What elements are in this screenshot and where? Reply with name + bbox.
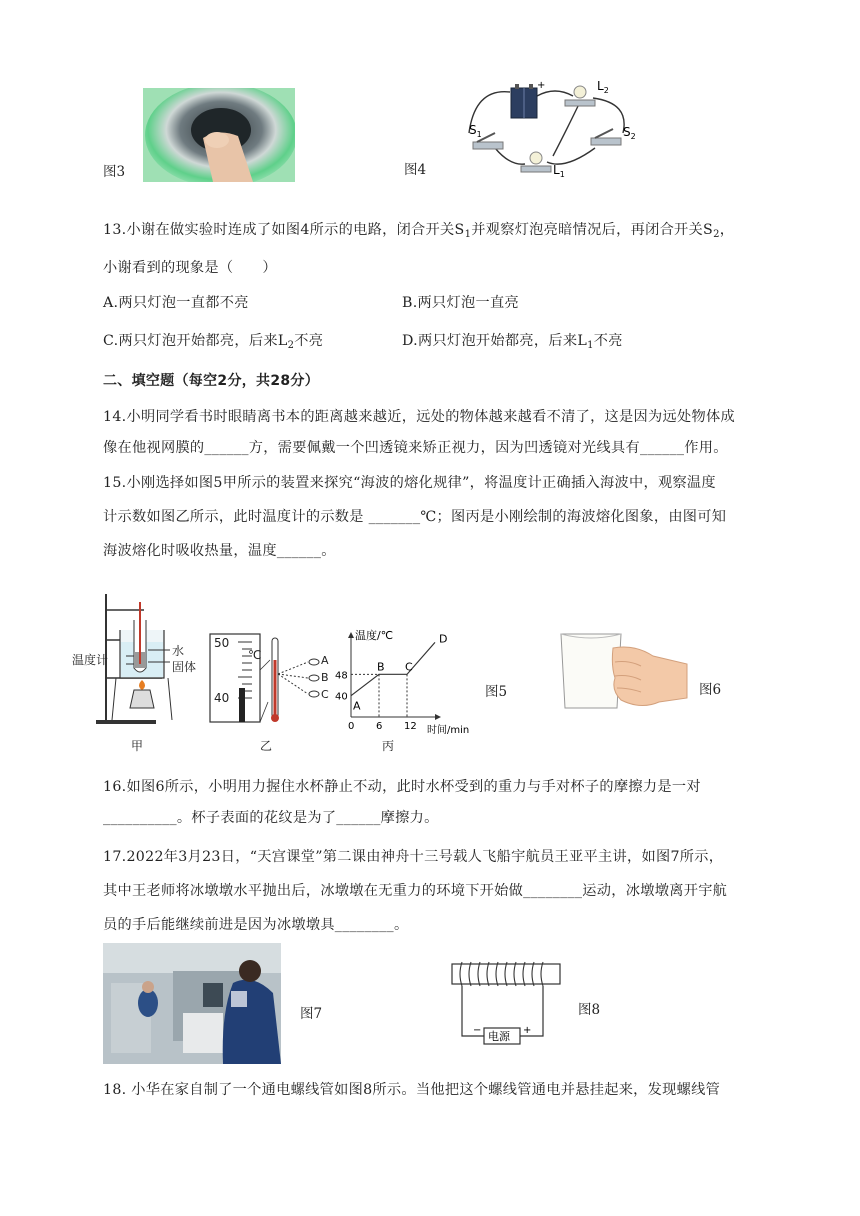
- svg-text:L1: $L_1$: [553, 163, 565, 179]
- switch-s2-icon: [591, 129, 621, 145]
- q13-option-a: A.两只灯泡一直都不亮: [103, 295, 249, 311]
- battery-plus: +: [537, 80, 546, 91]
- q13-line1: 13.小谢在做实验时连成了如图4所示的电路，闭合开关$S_1$并观察灯泡亮暗情况后，再闭合开关$S_2$，: [103, 222, 735, 240]
- x-tick-0: 0: [348, 721, 355, 732]
- scale-unit: ℃: [248, 648, 262, 662]
- label-jia: 甲: [131, 739, 144, 753]
- l1-label: L: [553, 163, 560, 177]
- svg-text:S1: $S_1$: [469, 123, 482, 139]
- q13-option-d: D.两只灯泡开始都亮，后来$L_1$不亮: [402, 333, 623, 351]
- q18-line1: 18. 小华在家自制了一个通电螺线管如图8所示。当他把这个螺线管通电并悬挂起来，发现螺线管: [103, 1082, 721, 1098]
- label-water: 水: [172, 644, 185, 658]
- scale-50: 50: [214, 636, 230, 650]
- power-plus: +: [523, 1025, 532, 1036]
- label-solid: 固体: [172, 660, 197, 674]
- q13-option-b: B.两只灯泡一直亮: [402, 295, 519, 311]
- point-label-b: B: [377, 660, 385, 674]
- label-yi: 乙: [260, 739, 273, 753]
- lamp-l2-icon: [565, 86, 595, 106]
- q15-line2: 计示数如图乙所示，此时温度计的示数是 _______℃；图丙是小刚绘制的海波熔化图象，由图可知: [103, 509, 727, 525]
- y-tick-40: 40: [335, 691, 348, 703]
- figure-6-cup-hand: [555, 628, 695, 714]
- section-2-heading: 二、填空题（每空2分，共28分）: [103, 373, 320, 389]
- q17-line2: 其中王老师将冰墩墩水平抛出后，冰墩墩在无重力的环境下开始做________运动，冰墩墩离开宇航: [103, 883, 728, 899]
- q14-line2: 像在他视网膜的______方，需要佩戴一个凹透镜来矫正视力，因为凹透镜对光线具有______作用。: [103, 440, 728, 456]
- figure-5-label: 图5: [485, 684, 508, 700]
- figure-8-label: 图8: [578, 1002, 601, 1018]
- figure-7-photo: [103, 943, 281, 1064]
- svg-text:L2: $L_2$: [597, 79, 609, 95]
- power-minus: −: [473, 1025, 482, 1036]
- chart-ylabel: 温度/℃: [355, 629, 394, 642]
- figure-5-melting-chart: [335, 625, 480, 740]
- label-thermometer: 温度计: [72, 653, 109, 667]
- point-label-d: D: [439, 632, 448, 646]
- power-label: 电源: [488, 1030, 510, 1043]
- q13-option-c: C.两只灯泡开始都亮，后来$L_2$不亮: [103, 333, 324, 351]
- scale-40: 40: [214, 691, 230, 705]
- eye-label-a: A: [321, 654, 329, 667]
- s1-label: S: [469, 123, 477, 137]
- x-tick-6: 6: [376, 721, 383, 732]
- label-bing: 丙: [382, 739, 395, 753]
- q13-line2: 小谢看到的现象是（ ）: [103, 260, 277, 276]
- figure-7-label: 图7: [300, 1006, 323, 1022]
- s2-label: S: [623, 125, 631, 139]
- point-label-c: C: [405, 660, 413, 674]
- lamp-l1-icon: [521, 152, 551, 172]
- svg-text:S2: $S_2$: [623, 125, 636, 141]
- y-tick-48: 48: [335, 670, 348, 682]
- eye-label-c: C: [321, 688, 329, 701]
- q15-line3: 海波熔化时吸收热量，温度______。: [103, 543, 336, 559]
- figure-3-photo: [143, 88, 295, 182]
- figure-4-circuit: [455, 78, 655, 182]
- figure-3-label: 图3: [103, 164, 126, 180]
- q16-line1: 16.如图6所示，小明用力握住水杯静止不动，此时水杯受到的重力与手对杯子的摩擦力是一对: [103, 779, 701, 795]
- x-tick-12: 12: [404, 721, 417, 732]
- chart-xlabel: 时间/min: [427, 725, 470, 736]
- q14-line1: 14.小明同学看书时眼睛离书本的距离越来越近，远处的物体越来越看不清了，这是因为远处物体成: [103, 409, 735, 425]
- point-label-a: A: [353, 699, 361, 713]
- figure-4-label: 图4: [404, 162, 427, 178]
- q15-line1: 15.小刚选择如图5甲所示的装置来探究“海波的熔化规律”，将温度计正确插入海波中，观察温度: [103, 475, 716, 491]
- figure-8-solenoid: [440, 958, 564, 1048]
- eye-icon: [309, 659, 319, 697]
- battery-icon: [511, 84, 537, 118]
- eye-label-b: B: [321, 671, 329, 684]
- melting-curve: [351, 642, 435, 695]
- q17-line3: 员的手后能继续前进是因为冰墩墩具________。: [103, 917, 409, 933]
- q16-line2: __________。杯子表面的花纹是为了______摩擦力。: [103, 810, 439, 826]
- q17-line1: 17.2022年3月23日，“天宫课堂”第二课由神舟十三号载人飞船宇航员王亚平主讲，如图7所示，: [103, 849, 724, 865]
- l2-label: L: [597, 79, 604, 93]
- figure-6-label: 图6: [699, 682, 722, 698]
